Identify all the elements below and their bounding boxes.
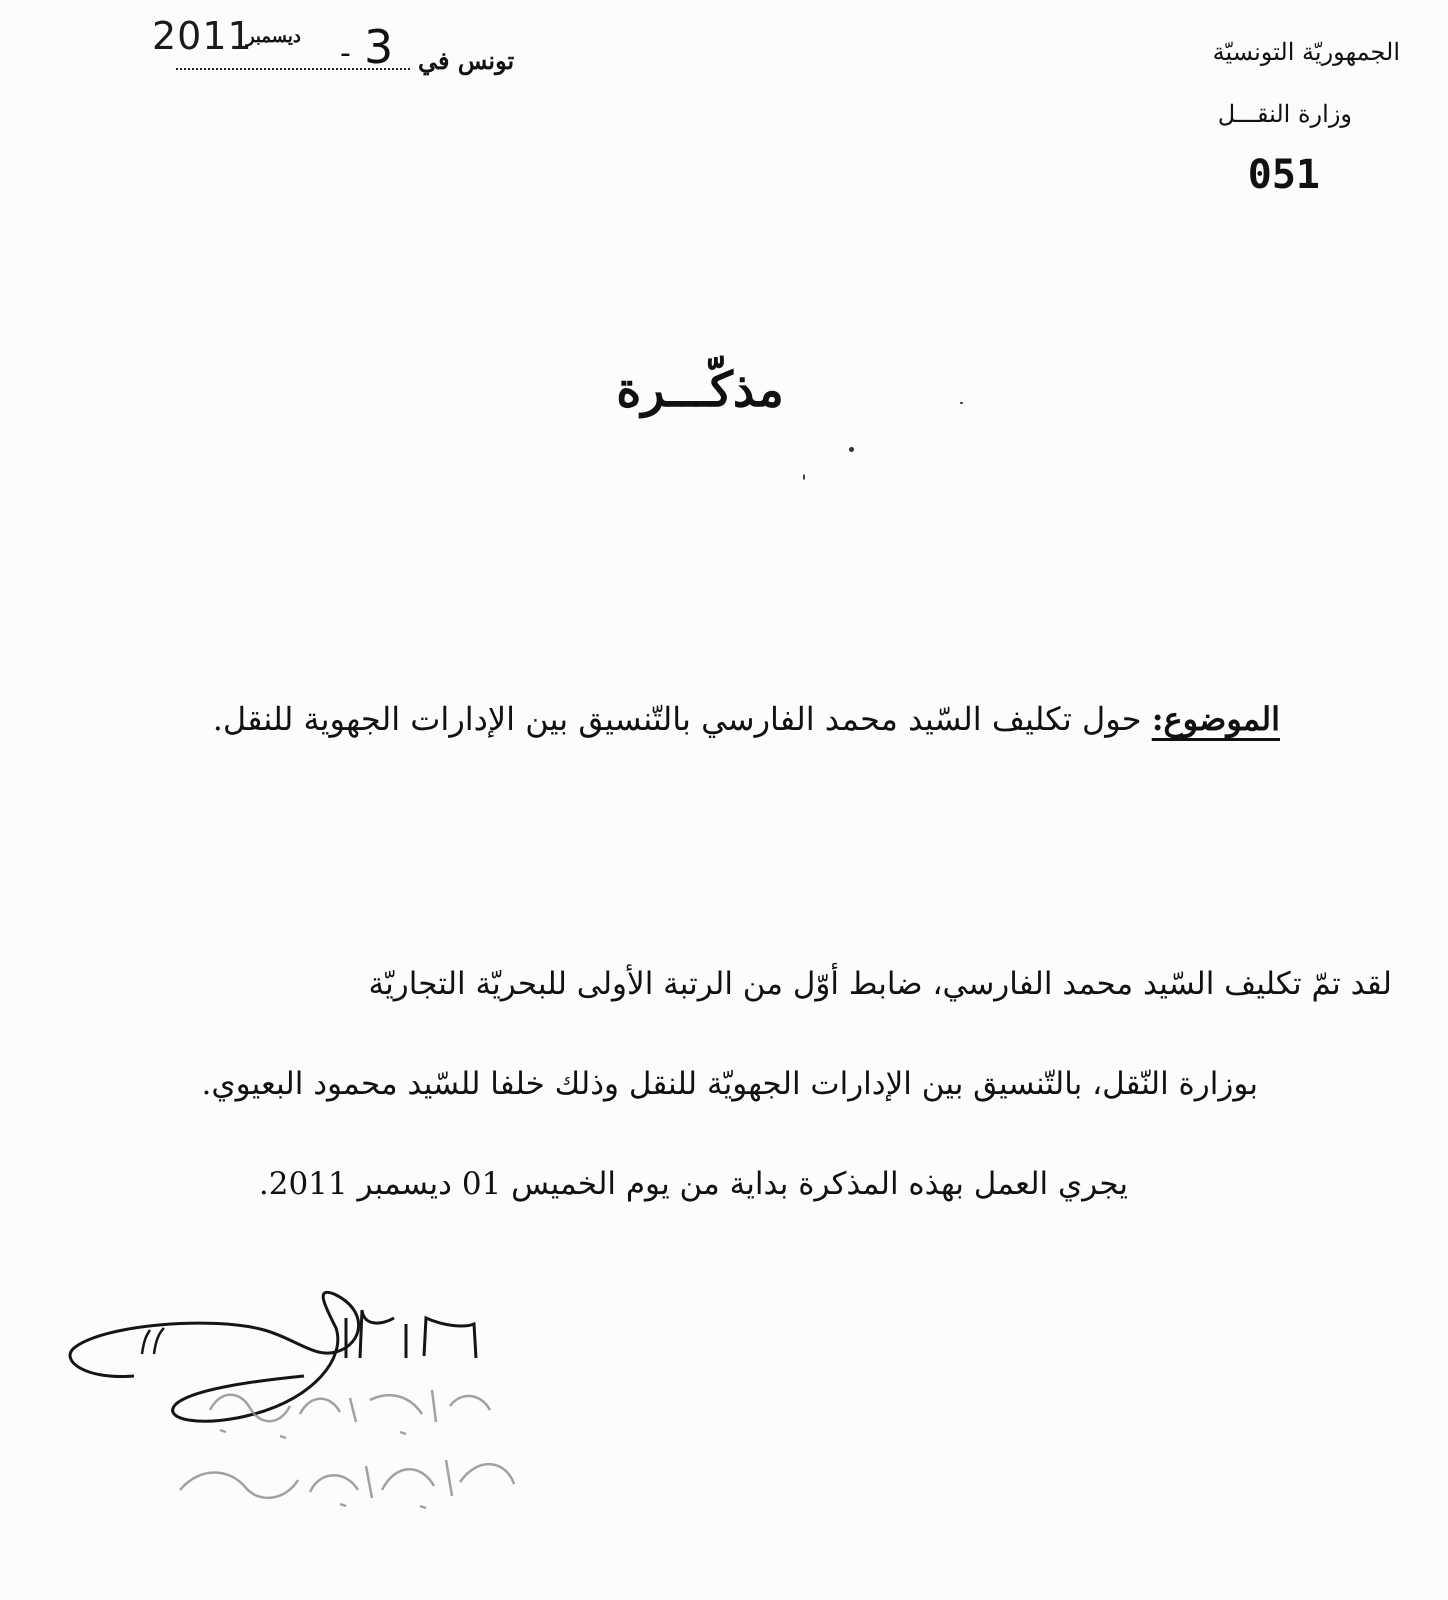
date-day: 3: [364, 20, 394, 74]
subject-text: حول تكليف السّيد محمد الفارسي بالتّنسيق بين الإدارات الجهوية للنقل.: [212, 700, 1142, 738]
ministry-name: وزارة النقـــل: [1217, 100, 1352, 128]
scan-speck: [960, 402, 963, 404]
date-month: ديسمبر: [246, 26, 301, 47]
body-paragraph-line-1: لقد تمّ تكليف السّيد محمد الفارسي، ضابط أوّل من الرتبة الأولى للبحريّة التجاريّة: [368, 966, 1392, 1002]
body-paragraph-line-2: بوزارة النّقل، بالتّنسيق بين الإدارات الجهويّة للنقل وذلك خلفا للسّيد محمود البعيوي.: [201, 1066, 1258, 1102]
subject-label: الموضوع:: [1151, 700, 1280, 738]
scan-speck: [849, 447, 854, 452]
scan-speck: [803, 474, 805, 480]
body-paragraph-line-3: يجري العمل بهذه المذكرة بداية من يوم الخميس 01 ديسمبر 2011.: [258, 1166, 1128, 1202]
date-dash: -: [340, 36, 351, 71]
subject-line: [213, 700, 1280, 738]
reference-number: 051: [1247, 152, 1320, 198]
date-year: 2011: [152, 14, 253, 58]
country-name: الجمهوريّة التونسيّة: [1212, 38, 1400, 66]
official-stamp: [160, 1370, 540, 1520]
date-label: تونس في: [418, 46, 515, 75]
document-title: مذكّـــرة: [616, 362, 784, 418]
